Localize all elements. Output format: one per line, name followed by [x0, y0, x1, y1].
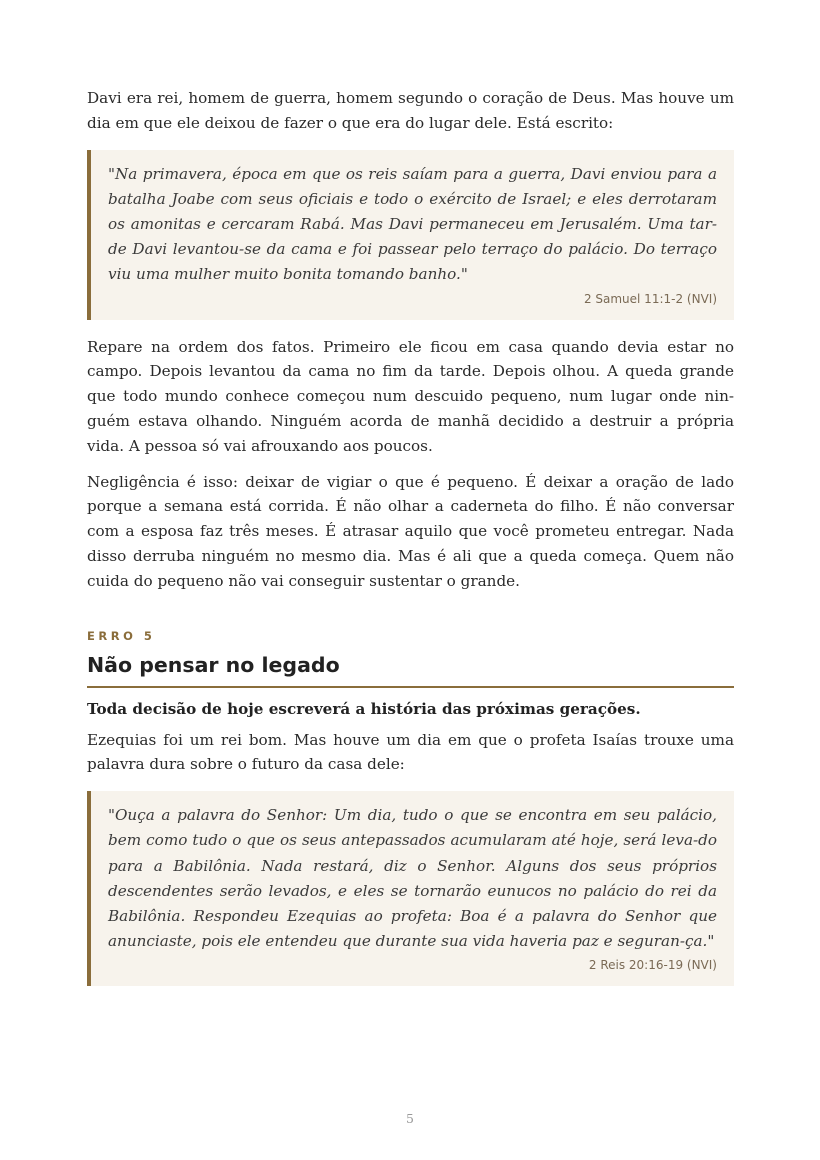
paragraph-ezequias-intro: Ezequias foi um rei bom. Mas houve um dia em que o profeta Isaías trouxe uma palavra dura sobre o futuro da casa dele: [87, 730, 734, 774]
section-lead: Toda decisão de hoje escreverá a história das próximas gerações. [87, 699, 641, 718]
quote-text: "Ouça a palavra do Senhor: Um dia, tudo o que se encontra em seu palácio, bem como tudo o que os seus antepassados acumularam até hoje, será leva-do para a Babilônia. Nada restará, diz o Senhor. Alguns dos seus próprios descendentes serão levados, e eles se tornarão eunucos no palácio do rei da Babilônia. Respondeu Ezequias ao profeta: Boa é a palavra do Senhor que anunciaste, pois ele entendeu que durante sua vida haveria paz e seguran-ça." [108, 806, 717, 951]
paragraph-negligence: Negligência é isso: deixar de vigiar o que é pequeno. É deixar a oração de lado porque a semana está corrida. É não olhar a caderneta do filho. É não conversar com a esposa faz três meses. É atrasar aquilo que você prometeu entregar. Nada disso derruba ninguém no mesmo dia. Mas é ali que a queda começa. Quem não cuida do pequeno não vai conseguir sustentar o grande. [87, 472, 734, 590]
paragraph-davi-intro: Davi era rei, homem de guerra, homem segundo o coração de Deus. Mas houve um dia em que ele deixou de fazer o que era do lugar dele. Está escrito: [87, 89, 734, 132]
paragraph-order-of-facts: Repare na ordem dos fatos. Primeiro ele ficou em casa quando devia estar no campo. Depois levantou da cama no fim da tarde. Depois olhou. A queda grande que todo mundo conhece começou num descuido pequeno, num lugar onde nin-guém estava olhando. Ninguém acorda de manhã decidido a destruir a própria vida. A pessoa só vai afrouxando aos poucos. [87, 337, 734, 455]
page-number: 5 [406, 1111, 414, 1126]
quote-reference: 2 Samuel 11:1-2 (NVI) [583, 291, 717, 306]
section-title: Não pensar no legado [87, 653, 734, 688]
quote-reference: 2 Reis 20:16-19 (NVI) [588, 958, 717, 973]
quote-text: "Na primavera, época em que os reis saíam para a guerra, Davi enviou para a batalha Joabe com seus oficiais e todo o exército de Israel; e eles derrotaram os amonitas e cercaram Rabá. Mas Davi permaneceu em Jerusalém. Uma tar-de Davi levantou-se da cama e foi passear pelo terraço do palácio. Do terraço viu uma mulher muito bonita tomando banho." [108, 164, 717, 284]
scripture-quote-reis [87, 791, 734, 986]
section-label: ERRO 5 [87, 628, 156, 643]
scripture-quote-samuel [87, 150, 734, 320]
document-page [87, 86, 734, 1001]
